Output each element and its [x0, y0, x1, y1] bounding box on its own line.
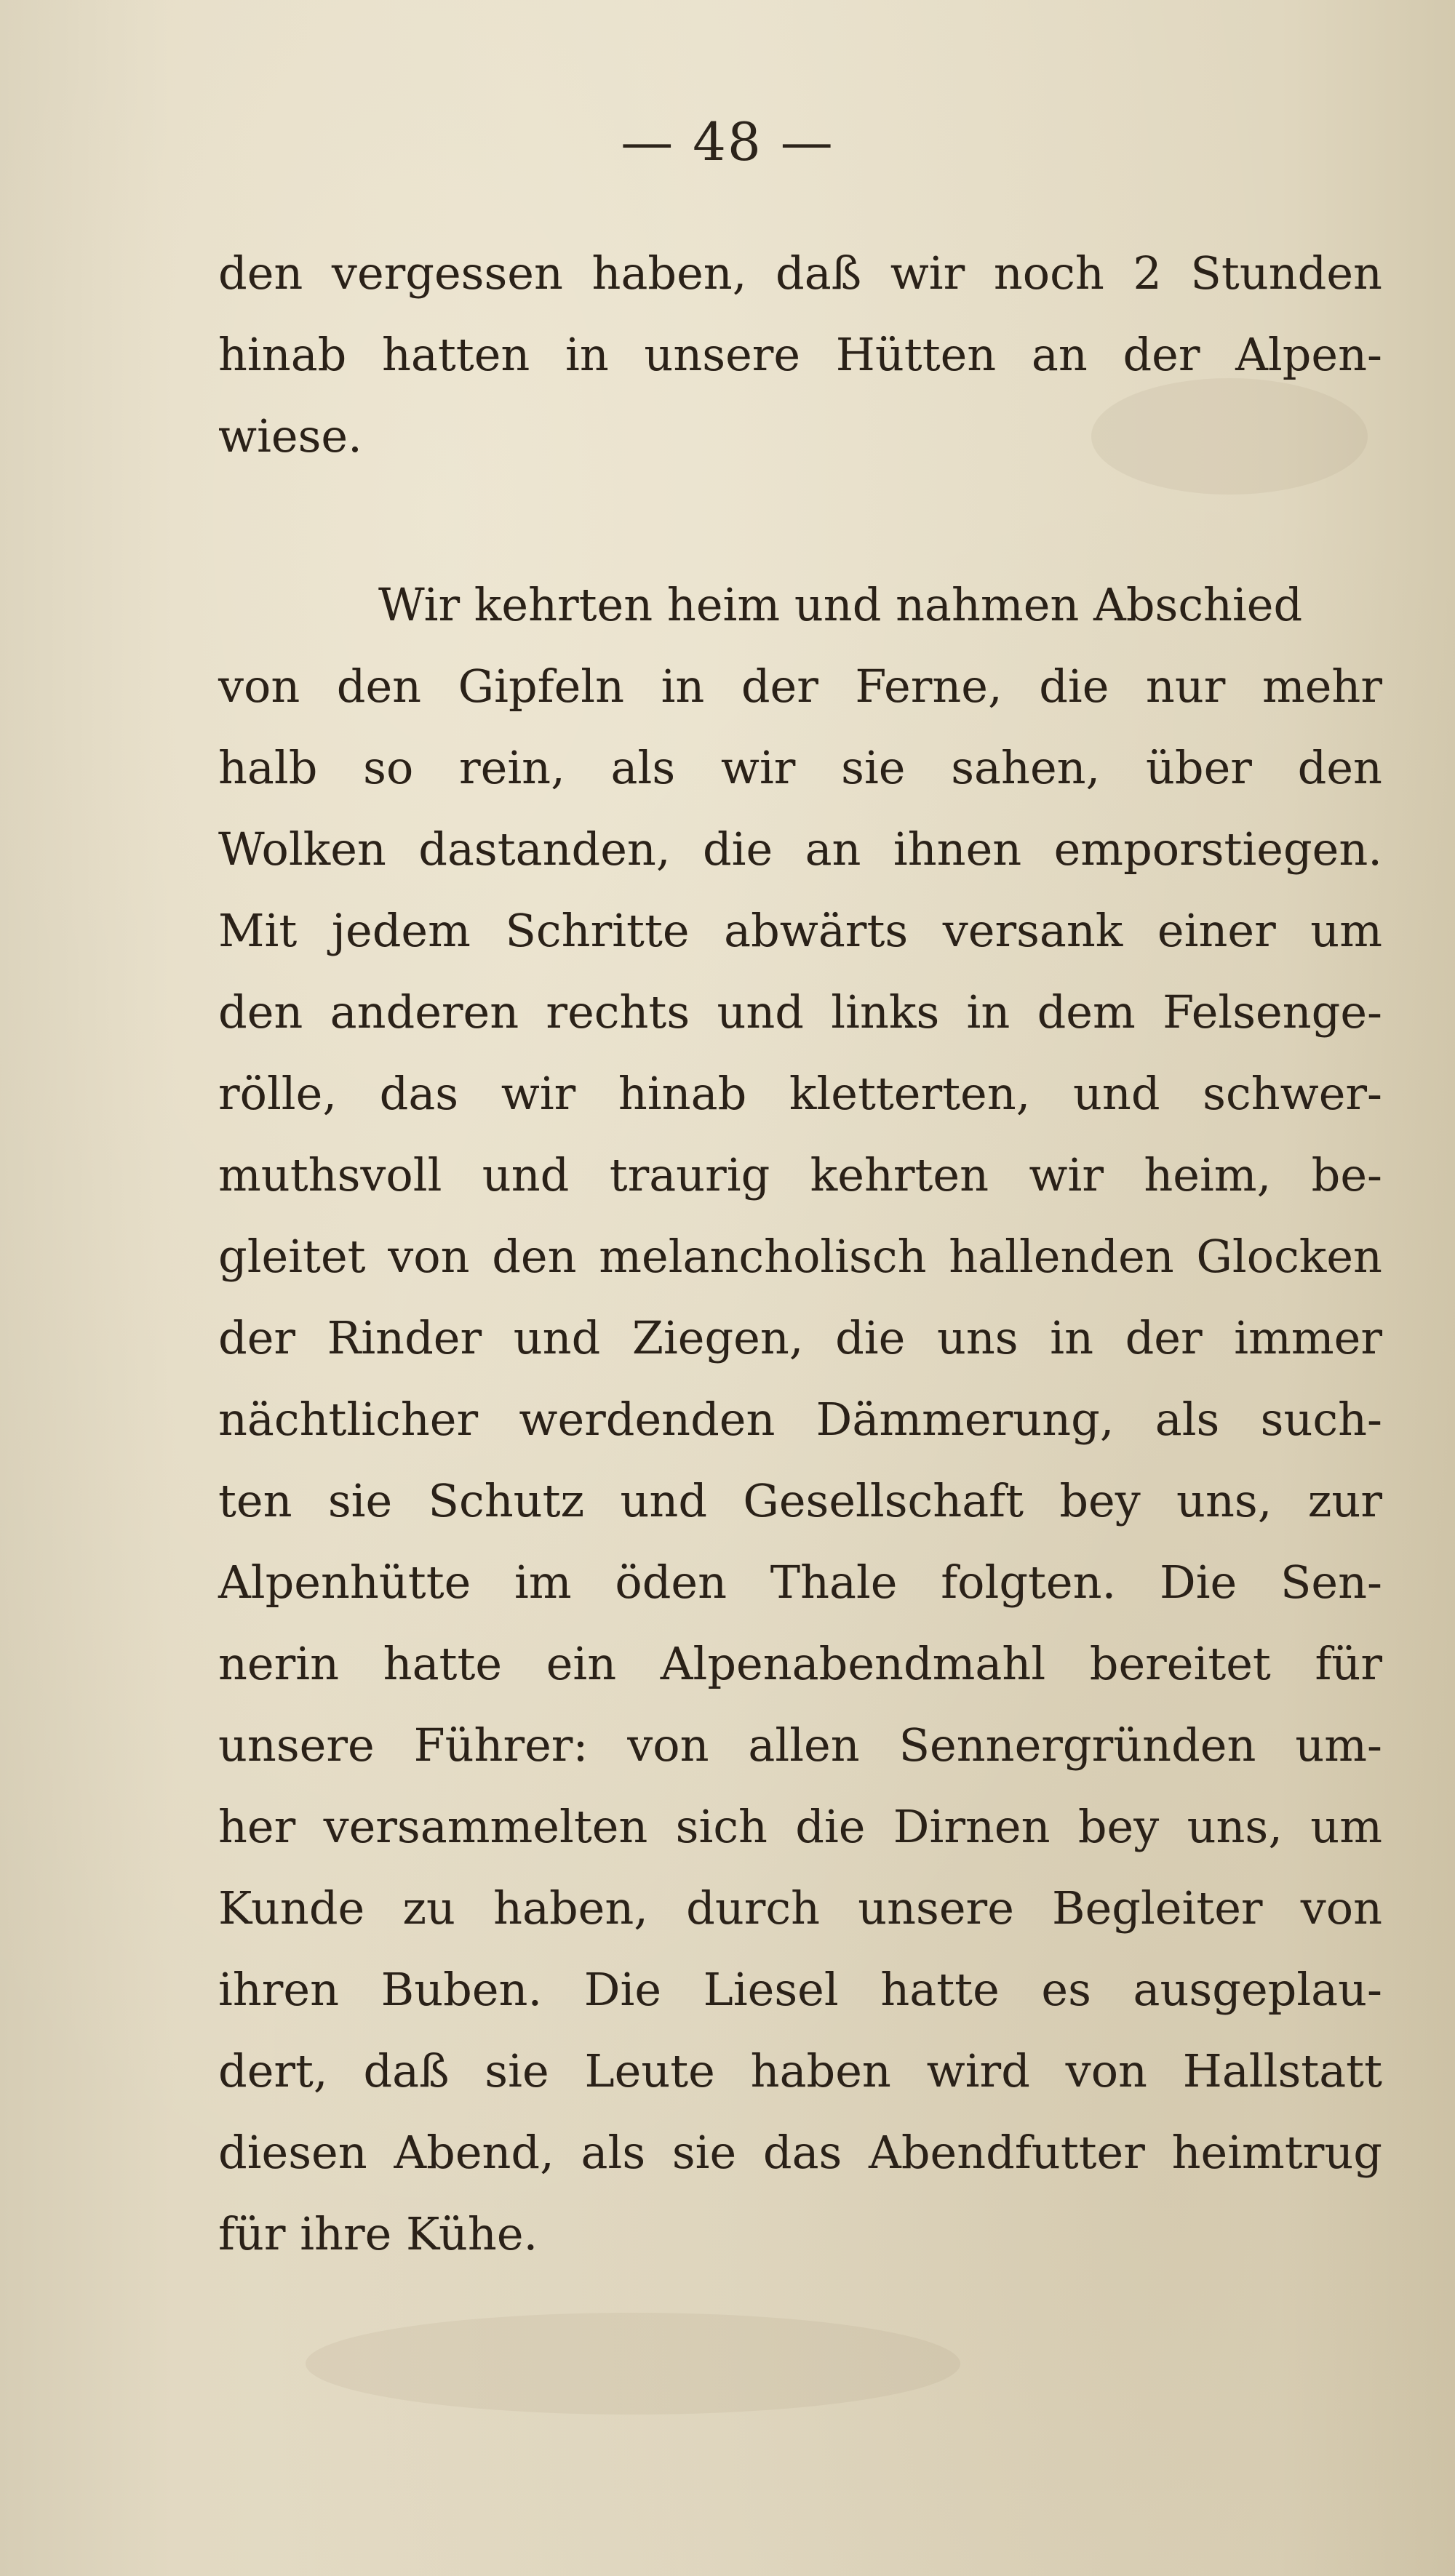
text-line: ten sie Schutz und Gesellschaft bey uns, zur: [218, 1474, 1382, 1527]
text-line: diesen Abend, als sie das Abendfutter heimtrug: [218, 2126, 1382, 2179]
paragraph-gap: [218, 477, 1382, 564]
text-line: den vergessen haben, daß wir noch 2 Stunden: [218, 247, 1382, 300]
text-line: nächtlicher werdenden Dämmerung, als such-: [218, 1393, 1382, 1446]
text-line: unsere Führer: von allen Sennergründen um-: [218, 1719, 1382, 1772]
text-line: hinab hatten in unsere Hütten an der Alpen-: [218, 328, 1382, 381]
text-line: Alpenhütte im öden Thale folgten. Die Sen-: [218, 1556, 1382, 1609]
text-line: von den Gipfeln in der Ferne, die nur mehr: [218, 660, 1382, 713]
text-line: Wir kehrten heim und nahmen Abschied: [378, 578, 1303, 631]
text-line: nerin hatte ein Alpenabendmahl bereitet für: [218, 1637, 1382, 1690]
text-line: ihren Buben. Die Liesel hatte es ausgeplau-: [218, 1963, 1382, 2016]
page-number: — 48 —: [621, 111, 834, 172]
paper-stain: [306, 2313, 960, 2415]
text-line: muthsvoll und traurig kehrten wir heim, be-: [218, 1148, 1382, 1201]
text-line: dert, daß sie Leute haben wird von Hallstatt: [218, 2044, 1382, 2097]
text-line: der Rinder und Ziegen, die uns in der immer: [218, 1311, 1382, 1364]
text-line: Mit jedem Schritte abwärts versank einer um: [218, 904, 1382, 957]
text-line: gleitet von den melancholisch hallenden Glocken: [218, 1230, 1382, 1283]
text-line: wiese.: [218, 409, 362, 463]
text-line: rölle, das wir hinab kletterten, und schwer-: [218, 1067, 1382, 1120]
text-line: Wolken dastanden, die an ihnen emporstiegen.: [218, 823, 1382, 876]
body-text: [218, 233, 1382, 2275]
text-line: für ihre Kühe.: [218, 2207, 538, 2260]
text-line: den anderen rechts und links in dem Felsenge-: [218, 985, 1382, 1039]
text-line: Kunde zu haben, durch unsere Begleiter von: [218, 1881, 1382, 1935]
text-line: her versammelten sich die Dirnen bey uns, um: [218, 1800, 1382, 1853]
text-line: halb so rein, als wir sie sahen, über den: [218, 741, 1382, 794]
